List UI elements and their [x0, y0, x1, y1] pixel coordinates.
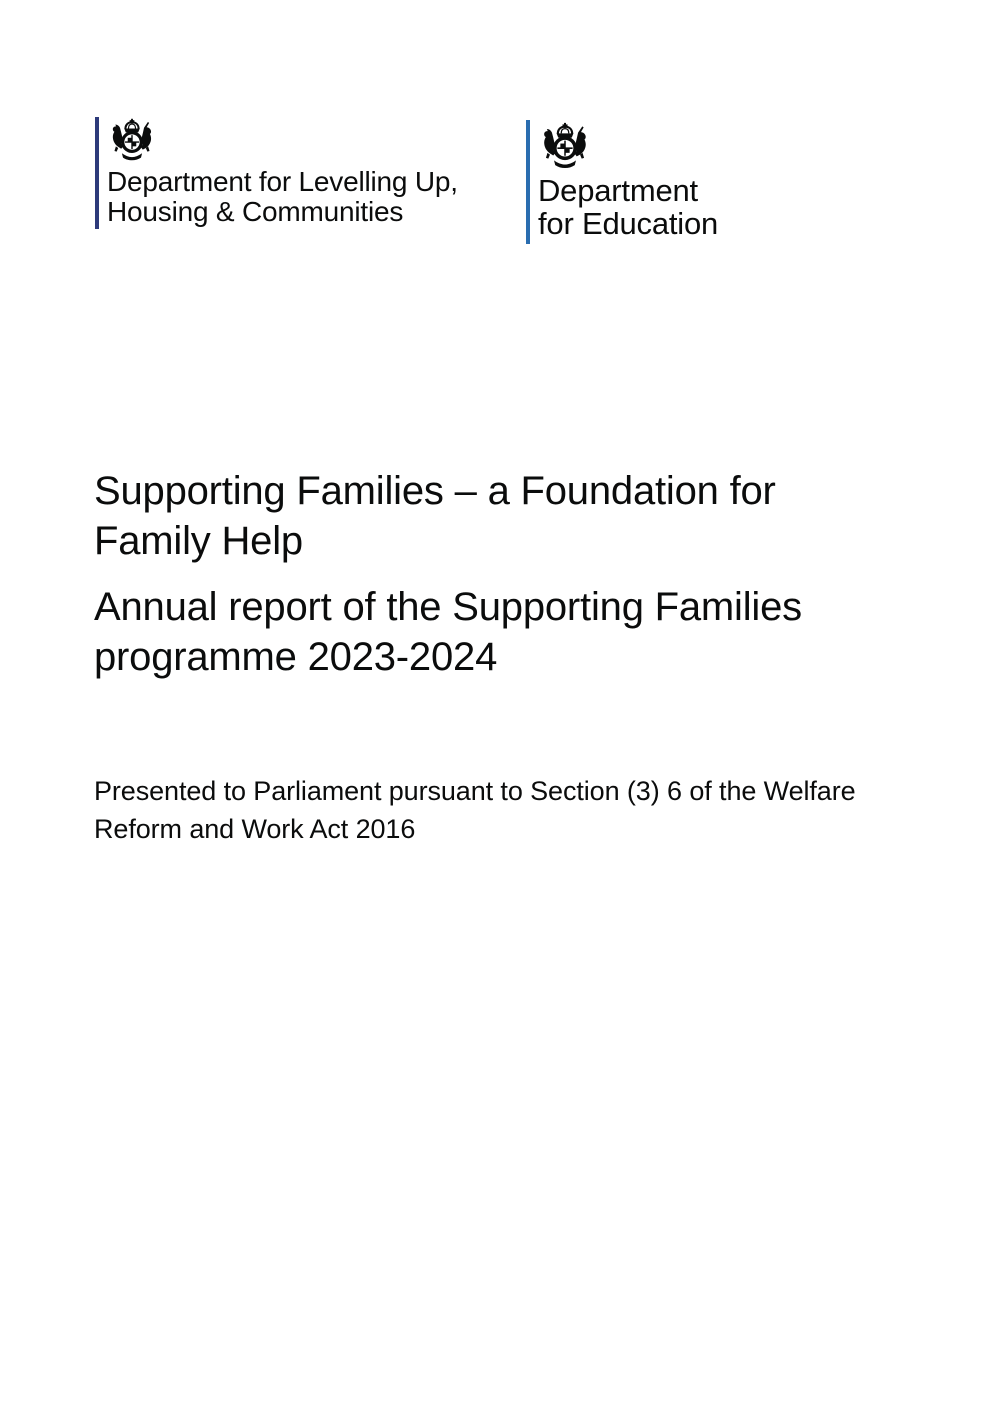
- text-line: Housing & Communities: [107, 196, 404, 227]
- text-line: for Education: [538, 206, 719, 241]
- dluhc-logo: [95, 117, 458, 229]
- text-line: Presented to Parliament pursuant to Section (3) 6 of the Welfare: [94, 776, 856, 806]
- text-line: Family Help: [94, 519, 303, 563]
- presented-statement: [94, 772, 894, 848]
- dluhc-name: [107, 167, 458, 227]
- text-line: Department: [538, 173, 698, 208]
- text-line: Department for Levelling Up,: [107, 166, 458, 197]
- text-line: programme 2023-2024: [94, 635, 498, 679]
- royal-crest-icon: [107, 118, 458, 163]
- dfe-logo: [526, 120, 718, 244]
- royal-crest-icon: [538, 122, 718, 171]
- dfe-name: [538, 174, 718, 240]
- report-subtitle: [94, 582, 894, 682]
- text-line: Reform and Work Act 2016: [94, 814, 416, 844]
- report-title: [94, 466, 894, 566]
- dluhc-logo-inner: [99, 118, 458, 227]
- text-line: Supporting Families – a Foundation for: [94, 469, 776, 513]
- dfe-logo-inner: [530, 122, 718, 240]
- text-line: Annual report of the Supporting Families: [94, 585, 802, 629]
- title-block: [94, 466, 894, 682]
